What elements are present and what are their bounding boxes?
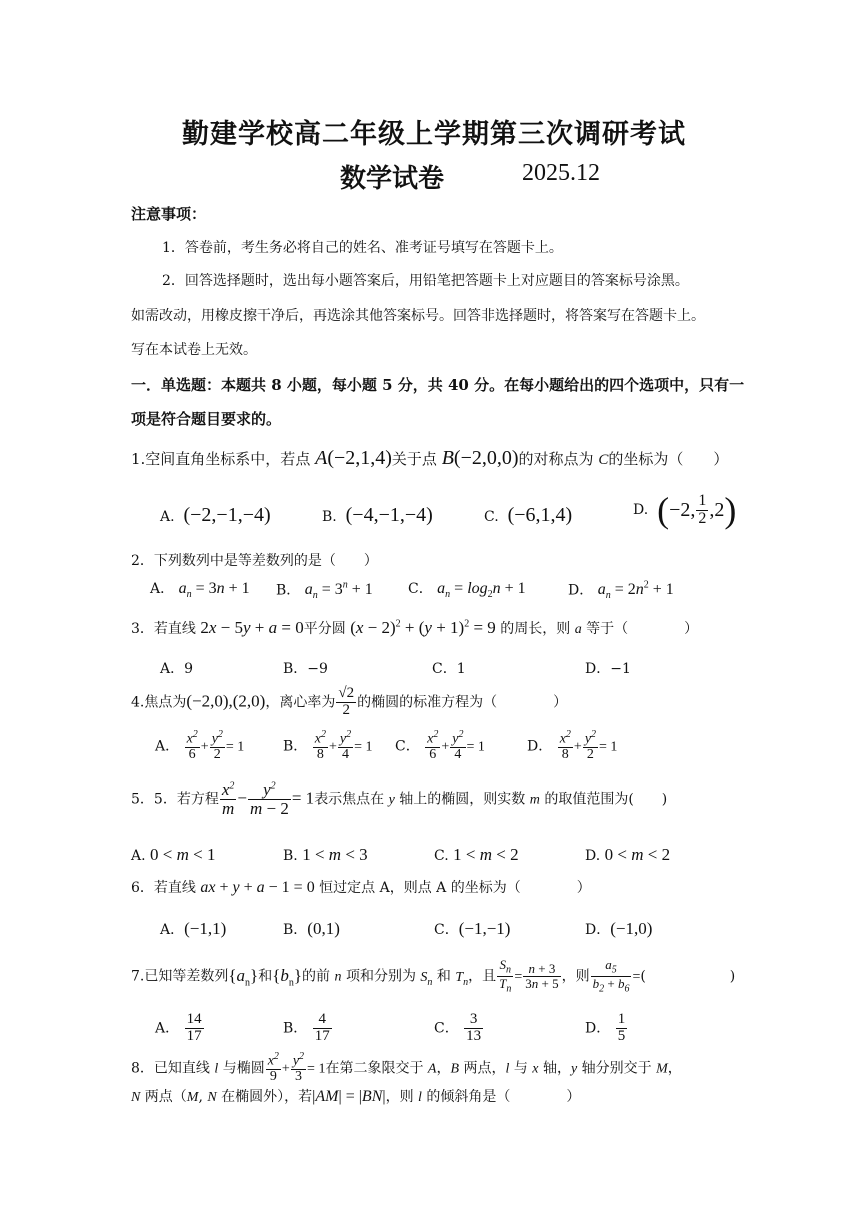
notice-item-1: 1．答卷前，考生务必将自己的姓名、准考证号填写在答题卡上。 <box>162 240 563 256</box>
question-7-option-d: D． $\frac{1}{5}$ <box>585 1011 626 1044</box>
question-2-option-c: C． $a_n = \log_2n + 1$ <box>408 580 526 601</box>
question-2-option-b: B． $a_n = 3^n + 1$ <box>276 580 373 602</box>
question-6-option-a: A．(−1,1) <box>160 919 227 938</box>
question-4-stem: 4.焦点为(−2,0),(2,0)，离心率为 $\frac{√2}{2}$ 的椭圆的标准方程为（ ） <box>131 685 568 718</box>
question-7-option-c: C． $\frac{3}{13}$ <box>434 1011 482 1044</box>
question-5-stem: 5．5．若方程 $\frac{x^2}{m}$ − $\frac{y^2}{m - 2}$ = 1表示焦点在 y 轴上的椭圆，则实数 m 的取值范围为( ) <box>131 780 668 818</box>
question-4-option-d: D． $\frac{x^2}{8}$ + $\frac{y^2}{2}$ = 1 <box>527 729 618 763</box>
question-2-option-a: A． $a_n = 3n + 1$ <box>150 580 250 601</box>
question-2-stem: 2．下列数列中是等差数列的是（ ） <box>131 553 378 569</box>
section-heading-line-2: 项是符合题目要求的。 <box>131 410 282 428</box>
question-6-option-d: D．(−1,0) <box>585 919 653 938</box>
exam-date: 2025.12 <box>522 160 600 186</box>
question-6-option-c: C．(−1,−1) <box>434 919 511 938</box>
question-2-option-d: D． $a_n = 2n^2 + 1$ <box>568 580 674 602</box>
question-1-option-d: D. (−2, $\frac{1}{2}$ ,2) <box>633 490 737 530</box>
question-3-option-a: A．9 <box>160 661 194 677</box>
question-5-option-d: D. 0 < m < 2 <box>585 845 671 864</box>
question-1-option-a: A. (−2,−1,−4) <box>160 504 271 526</box>
question-4-option-a: A． $\frac{x^2}{6}$ + $\frac{y^2}{2}$ = 1 <box>155 729 245 763</box>
question-7-option-b: B． $\frac{4}{17}$ <box>283 1011 330 1044</box>
question-7-stem: 7.已知等差数列$\{a_n\}$和$\{b_n\}$的前 n 项和分别为 $S_n$ 和 $T_n$，且 $\frac{S_n}{T_n}$ = $\frac{n + 3}{3n + 5}$ ，则 $\frac{a_5}{b_2 + b_6}$ =( ) <box>131 957 736 995</box>
question-5-option-a: A. 0 < m < 1 <box>131 845 216 864</box>
section-heading-line-1: 一．单选题：本题共 8 小题，每小题 5 分，共 40 分。在每小题给出的四个选项中，只有一 <box>131 376 745 394</box>
question-8-line-1: 8．已知直线 l 与椭圆 $\frac{x^2}{9}$ + $\frac{y^2}{3}$ = 1在第二象限交于 A，B 两点，l 与 x 轴，y 轴分别交于 M， <box>131 1051 682 1085</box>
question-8-line-2: N 两点（M, N 在椭圆外），若|AM| = |BN|，则 l 的倾斜角是（ ） <box>131 1088 581 1105</box>
question-3-option-c: C．1 <box>432 661 466 677</box>
notice-heading: 注意事项： <box>131 205 207 223</box>
question-3-option-b: B．−9 <box>283 661 328 677</box>
question-4-option-b: B． $\frac{x^2}{8}$ + $\frac{y^2}{4}$ = 1 <box>283 729 373 763</box>
question-1-stem: 1.空间直角坐标系中，若点 A(−2,1,4)关于点 B(−2,0,0)的对称点为 C的坐标为（ ） <box>131 447 729 469</box>
notice-item-2-line-3: 写在本试卷上无效。 <box>131 342 257 358</box>
question-5-option-c: C. 1 < m < 2 <box>434 845 519 864</box>
question-1-option-c: C. (−6,1,4) <box>484 504 573 526</box>
question-7-option-a: A． $\frac{14}{17}$ <box>155 1011 202 1044</box>
question-3-stem: 3．若直线 2x − 5y + a = 0平分圆 $(x - 2)^2 + (y + 1)^2 = 9$ 的周长，则 a 等于（ ） <box>131 618 699 637</box>
question-6-stem: 6．若直线 ax + y + a − 1 = 0 恒过定点 A，则点 A 的坐标为（ ） <box>131 879 591 896</box>
question-4-option-c: C． $\frac{x^2}{6}$ + $\frac{y^2}{4}$ = 1 <box>395 729 485 763</box>
question-5-option-b: B. 1 < m < 3 <box>283 845 368 864</box>
notice-item-2-line-2: 如需改动，用橡皮擦干净后，再选涂其他答案标号。回答非选择题时，将答案写在答题卡上。 <box>131 308 705 324</box>
notice-item-2-line-1: 2．回答选择题时，选出每小题答案后，用铅笔把答题卡上对应题目的答案标号涂黑。 <box>162 273 689 289</box>
subject-title: 数学试卷 <box>340 164 445 194</box>
exam-title: 勤建学校高二年级上学期第三次调研考试 <box>182 119 686 150</box>
question-6-option-b: B．(0,1) <box>283 919 340 938</box>
question-1-option-b: B. (−4,−1,−4) <box>322 504 433 526</box>
question-3-option-d: D．−1 <box>585 661 631 677</box>
